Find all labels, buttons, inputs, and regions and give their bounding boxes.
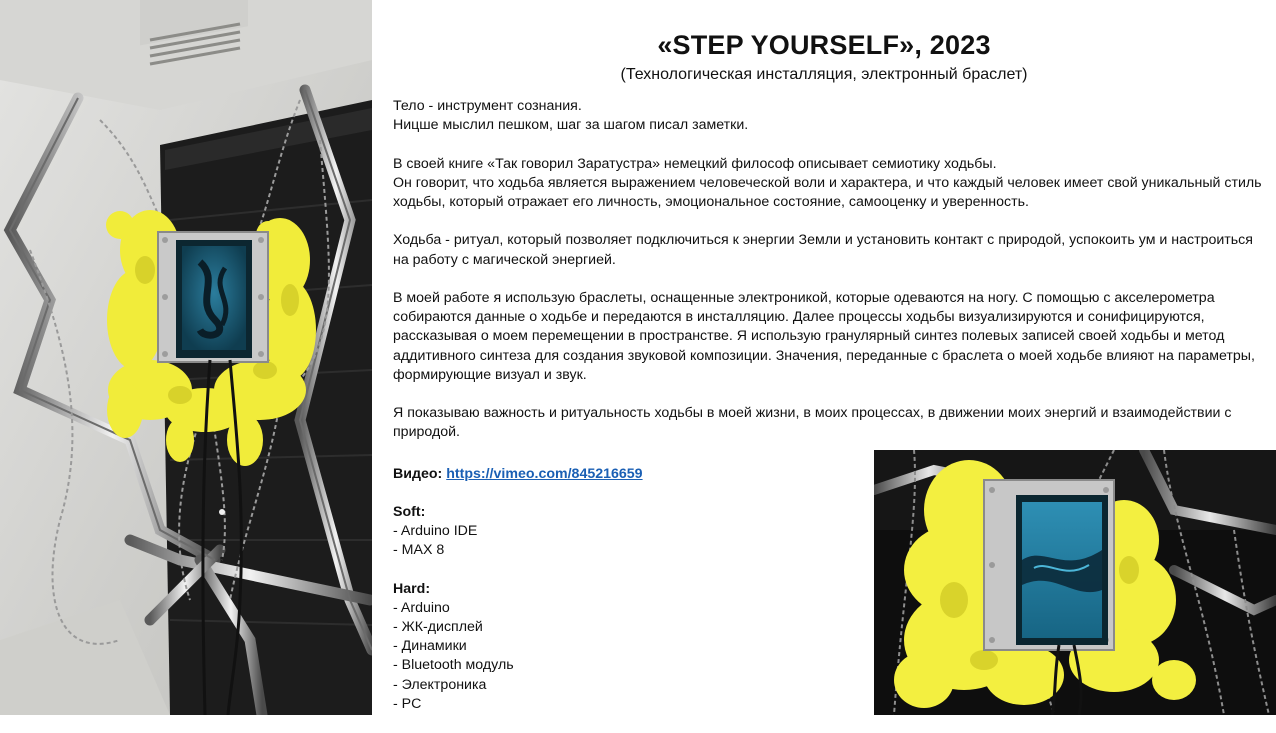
paragraph-nietzsche xyxy=(393,155,1267,213)
list-item: - ЖК-дисплей xyxy=(393,619,483,635)
list-item: - Электроника xyxy=(393,676,487,693)
list-item: - Динамики xyxy=(393,638,467,655)
video-row xyxy=(393,465,1267,484)
hard-section xyxy=(393,580,1267,714)
soft-section xyxy=(393,503,1267,561)
video-label: Видео: xyxy=(393,465,443,482)
paragraph-ritual: Ходьба - ритуал, который позволяет подключиться к энергии Земли и установить контакт с природой, успокоить ум и настроиться на работу с магической энергией. xyxy=(393,232,1253,268)
page-subtitle: (Технологическая инсталляция, электронный браслет) xyxy=(620,66,1028,83)
installation-photo-left xyxy=(0,0,372,715)
soft-label: Soft: xyxy=(393,503,426,520)
paragraph-nietzsche-line-1: В своей книге «Так говорил Заратустра» немецкий философ описывает семиотику ходьбы. xyxy=(393,155,997,172)
intro-line-1: Тело - инструмент сознания. xyxy=(393,98,582,114)
paragraph-importance: Я показываю важность и ритуальность ходьбы в моей жизни, в моих процессах, в движении моих энергий и взаимодействии с природой. xyxy=(393,405,1232,441)
intro-line-2: Ницше мыслил пешком, шаг за шагом писал заметки. xyxy=(393,117,749,134)
main-text xyxy=(393,97,1267,733)
intro-paragraph xyxy=(393,97,1267,135)
list-item: - Arduino xyxy=(393,599,450,616)
list-item: - PC xyxy=(393,695,422,712)
page-title: «STEP YOURSELF», 2023 xyxy=(657,30,991,60)
video-link[interactable]: https://vimeo.com/845216659 xyxy=(446,465,643,482)
list-item: - Bluetooth модуль xyxy=(393,657,514,674)
list-item: - MAX 8 xyxy=(393,542,445,559)
hard-list xyxy=(393,599,1267,714)
paragraph-nietzsche-line-2: Он говорит, что ходьба является выражением человеческой воли и характера, и что каждый человек имеет свой уникальный стиль ходьбы, который отражает его личность, эмоциональное состояние, самооценку и уверенность. xyxy=(393,174,1262,210)
soft-list xyxy=(393,522,1267,560)
paragraph-work: В моей работе я использую браслеты, оснащенные электроникой, которые одеваются на ногу. С помощью с акселерометра собираются данные о ходьбе и передаются в инсталляцию. Далее процессы ходьбы визуализируются и сонифицируются, рассказывая о моем перемещении в пространстве. Я использую гранулярный синтез полевых записей своей ходьбы и метод аддитивного синтеза для создания звуковой композиции. Значения, переданные с браслета о моей ходьбе влияют на параметры, формирующие визуал и звук. xyxy=(393,289,1255,383)
list-item: - Arduino IDE xyxy=(393,523,478,539)
hard-label: Hard: xyxy=(393,580,431,597)
